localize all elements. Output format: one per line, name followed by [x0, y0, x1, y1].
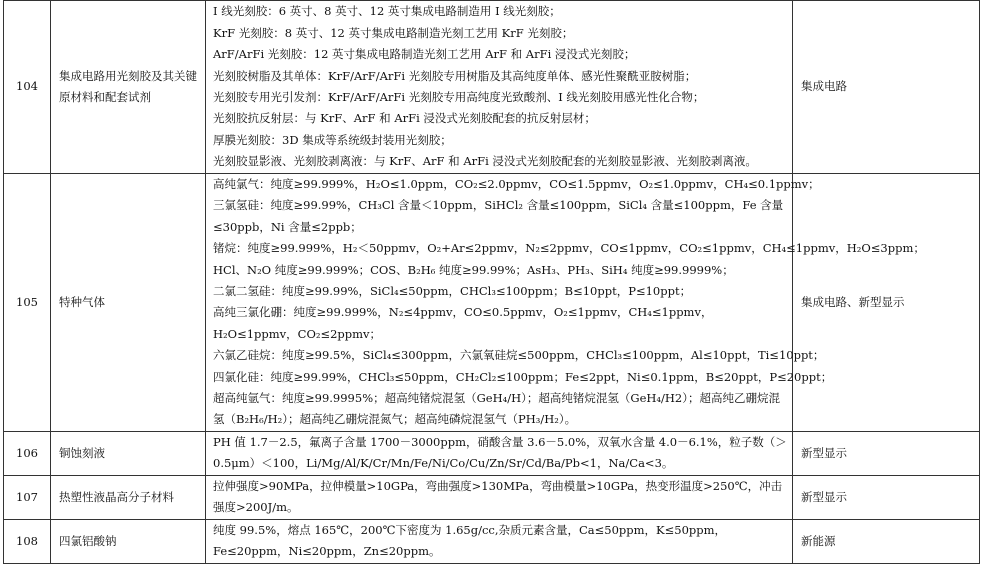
spec-cell	[206, 431, 793, 475]
materials-table	[3, 0, 980, 564]
table-row	[4, 475, 980, 519]
spec-line: HCl、N₂O 纯度≥99.999%；COS、B₂H₆ 纯度≥99.99%；AsH₃、PH₃、SiH₄ 纯度≥99.9999%；	[213, 262, 734, 277]
table-row	[4, 519, 980, 563]
material-name: 铜蚀刻液	[51, 431, 206, 475]
material-name: 热塑性液晶高分子材料	[51, 475, 206, 519]
material-name: 特种气体	[51, 174, 206, 432]
spec-line: 三氯氢硅：纯度≥99.99%，CH₃Cl 含量＜10ppm，SiHCl₂ 含量≤100ppm，SiCl₄ 含量≤100ppm，Fe 含量≤30ppb，Ni 含量≤2ppb；	[213, 198, 784, 234]
application-field: 新能源	[793, 519, 980, 563]
spec-line: 光刻胶抗反射层：与 KrF、ArF 和 ArFi 浸没式光刻胶配套的抗反射层材；	[213, 111, 596, 126]
spec-line: 六氯乙硅烷：纯度≥99.5%，SiCl₄≤300ppm，六氯氧硅烷≤500ppm，CHCl₃≤100ppm，Al≤10ppt，Ti≤10ppt；	[213, 348, 825, 363]
table-row	[4, 174, 980, 432]
spec-line: 高纯三氯化硼：纯度≥99.999%，N₂≤4ppmv，CO≤0.5ppmv，O₂≤1ppmv，CH₄≤1ppmv，H₂O≤1ppmv，CO₂≤2ppmv；	[213, 305, 713, 341]
table-row	[4, 431, 980, 475]
table-row	[4, 1, 980, 174]
spec-line: 高纯氯气：纯度≥99.999%，H₂O≤1.0ppm，CO₂≤2.0ppmv，CO≤1.5ppmv，O₂≤1.0ppmv，CH₄≤0.1ppmv；	[213, 177, 820, 191]
spec-cell	[206, 519, 793, 563]
spec-cell	[206, 475, 793, 519]
spec-line: 厚膜光刻胶：3D 集成等系统级封装用光刻胶；	[213, 132, 452, 147]
spec-line: ArF/ArFi 光刻胶：12 英寸集成电路制造光刻工艺用 ArF 和 ArFi 浸没式光刻胶；	[213, 47, 636, 62]
spec-line: 四氯化硅：纯度≥99.99%，CHCl₃≤50ppm，CH₂Cl₂≤100ppm；Fe≤2ppt，Ni≤0.1ppm，B≤20ppt，P≤20ppt；	[213, 369, 833, 384]
spec-line: 光刻胶树脂及其单体：KrF/ArF/ArFi 光刻胶专用树脂及其高纯度单体、感光性聚酰亚胺树脂；	[213, 68, 697, 83]
spec-line: KrF 光刻胶：8 英寸、12 英寸集成电路制造光刻工艺用 KrF 光刻胶；	[213, 25, 574, 40]
spec-line: 锗烷：纯度≥99.999%，H₂＜50ppmv，O₂+Ar≤2ppmv，N₂≤2ppmv，CO≤1ppmv，CO₂≤1ppmv，CH₄≤1ppmv，H₂O≤3ppm；	[213, 241, 925, 256]
spec-line: 光刻胶专用光引发剂：KrF/ArF/ArFi 光刻胶专用高纯度光致酸剂、I 线光刻胶用感光性化合物；	[213, 90, 705, 104]
spec-line: I 线光刻胶：6 英寸、8 英寸、12 英寸集成电路制造用 I 线光刻胶；	[213, 4, 561, 19]
row-number: 107	[4, 475, 51, 519]
spec-line: 拉伸强度>90MPa，拉伸模量>10GPa，弯曲强度>130MPa，弯曲模量>10GPa，热变形温度>250℃，冲击强度>200J/m。	[213, 478, 783, 515]
spec-line: 超高纯氩气：纯度≥99.9995%；超高纯锗烷混氢（GeH₄/H）；超高纯锗烷混氢（GeH₄/H2）；超高纯乙硼烷混氢（B₂H₆/H₂）；超高纯乙硼烷混氮气；超高纯磷烷混氢气（PH₃/H₂）。	[213, 391, 780, 427]
application-field: 集成电路	[793, 1, 980, 174]
application-field: 新型显示	[793, 475, 980, 519]
row-number: 106	[4, 431, 51, 475]
application-field: 新型显示	[793, 431, 980, 475]
spec-cell	[206, 1, 793, 174]
spec-line: 纯度 99.5%，熔点 165℃，200℃下密度为 1.65g/cc,杂质元素含量，Ca≤50ppm，K≤50ppm，Fe≤20ppm，Ni≤20ppm，Zn≤20ppm。	[213, 522, 727, 559]
material-name: 集成电路用光刻胶及其关键原材料和配套试剂	[51, 1, 206, 174]
spec-line: 光刻胶显影液、光刻胶剥离液：与 KrF、ArF 和 ArFi 浸没式光刻胶配套的光刻胶显影液、光刻胶剥离液。	[213, 154, 757, 169]
spec-line: 二氯二氢硅：纯度≥99.99%，SiCl₄≤50ppm，CHCl₃≤100ppm；B≤10ppt，P≤10ppt；	[213, 284, 692, 299]
application-field: 集成电路、新型显示	[793, 174, 980, 432]
row-number: 105	[4, 174, 51, 432]
spec-line: PH 值 1.7－2.5，氟离子含量 1700－3000ppm，硝酸含量 3.6－5.0%，双氧水含量 4.0－6.1%，粒子数（＞0.5μm）＜100，Li/Mg/Al/K/Cr/Mn/Fe/Ni/Co/Cu/Zn/Sr/Cd/Ba/Pb<1，Na/Ca<3。	[213, 434, 787, 471]
row-number: 108	[4, 519, 51, 563]
row-number: 104	[4, 1, 51, 174]
material-name: 四氯铝酸钠	[51, 519, 206, 563]
